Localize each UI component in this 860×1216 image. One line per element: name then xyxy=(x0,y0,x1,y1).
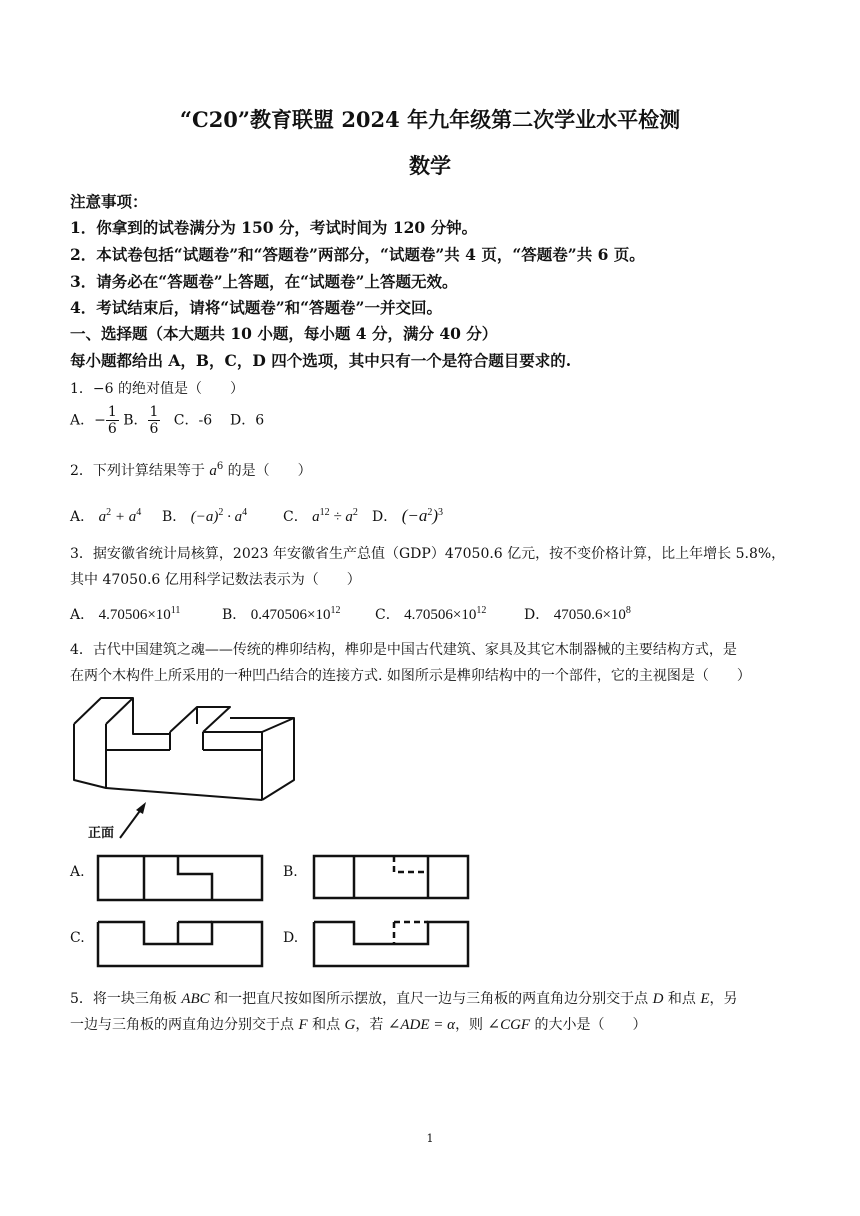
q2-stem-exp: 6 xyxy=(216,461,224,472)
q3-option-a xyxy=(70,604,180,624)
q5-line-1: 5．将一块三角板 ABC 和一把直尺按如图所示摆放，直尺一边与三角板的两直角边分别交于点 D 和点 E，另 xyxy=(70,991,738,1007)
q2-stem xyxy=(70,460,312,480)
q3-option-d xyxy=(524,604,631,624)
q4-option-d-label: D. xyxy=(283,930,299,946)
subject-title: 数学 xyxy=(409,153,451,178)
q3-option-c xyxy=(375,604,486,624)
q5-angle-ade: ∠ADE = α xyxy=(387,1017,456,1033)
q5-line-2: 一边与三角板的两直角边分别交于点 F 和点 G，若 ∠ADE = α，则 ∠CGF 的大小是（ ） xyxy=(70,1017,647,1033)
q1-option-a-label: A．− xyxy=(70,412,106,429)
q1-b-numerator: 1 xyxy=(149,404,159,420)
q1-option-a-fraction xyxy=(106,404,119,437)
q1-options xyxy=(70,404,264,437)
q2-option-a xyxy=(70,506,141,526)
q4-option-a-label: A. xyxy=(70,864,85,880)
front-arrow-line xyxy=(120,808,142,838)
q2-option-d xyxy=(372,506,443,526)
q2-option-d-label: D． xyxy=(372,509,398,525)
q4-option-c-label: C. xyxy=(70,930,85,946)
q4-option-d-figure xyxy=(312,918,472,970)
q2-option-c-label: C． xyxy=(283,509,308,525)
front-arrow-head-icon xyxy=(136,802,146,814)
section-heading: 一、选择题（本大题共 10 小题，每小题 4 分，满分 40 分） xyxy=(70,324,498,343)
notice-item-2: 2．本试卷包括“试题卷”和“答题卷”两部分，“试题卷”共 4 页，“答题卷”共 6 页。 xyxy=(70,245,645,264)
q2-option-a-expr: $a^2 + a^4$ xyxy=(98,507,142,525)
q5-triangle-abc: ABC xyxy=(181,991,210,1007)
q3-line-2: 其中 47050.6 亿用科学记数法表示为（ ） xyxy=(70,572,361,588)
q3-option-b xyxy=(222,604,340,624)
q3-option-d-value: $47050.6\times 10^8$ xyxy=(553,605,631,623)
q3-option-c-value: $4.70506\times 10^{12}$ xyxy=(404,605,487,623)
q1-option-b-label: B． xyxy=(123,412,148,429)
q4-option-c-figure xyxy=(96,918,266,970)
q3-option-d-label: D． xyxy=(524,607,550,623)
q3-option-b-value: $0.470506\times 10^{12}$ xyxy=(250,605,341,623)
q1-option-b-fraction xyxy=(148,404,161,437)
q2-option-b-expr: $(-a)^2 \cdot a^4$ xyxy=(190,507,248,525)
q1-stem: 1．−6 的绝对值是（ ） xyxy=(70,381,244,397)
section-instruction: 每小题都给出 A，B，C，D 四个选项，其中只有一个是符合题目要求的. xyxy=(70,351,572,370)
q4-line-1: 4．古代中国建筑之魂——传统的榫卯结构，榫卯是中国古代建筑、家具及其它木制器械的主要结构方式，是 xyxy=(70,642,737,658)
q5-angle-cgf: ∠CGF xyxy=(487,1017,531,1033)
q5-point-g: G xyxy=(344,1017,356,1033)
q4-line-2: 在两个木构件上所采用的一种凹凸结合的连接方式. 如图所示是榫卯结构中的一个部件，它的主视图是（ ） xyxy=(70,668,751,684)
q4-option-a-figure xyxy=(96,854,266,904)
q2-stem-post: 的是（ ） xyxy=(223,463,312,479)
exam-title: “C20”教育联盟 2024 年九年级第二次学业水平检测 xyxy=(179,107,681,132)
q2-option-b xyxy=(162,506,247,526)
q5-point-e: E xyxy=(700,991,710,1007)
q2-option-c xyxy=(283,506,358,526)
q2-option-d-expr: $(-a^2)^3$ xyxy=(401,506,443,525)
q3-line-1: 3．据安徽省统计局核算，2023 年安徽省生产总值（GDP）47050.6 亿元，按不变价格计算，比上年增长 5.8%， xyxy=(70,546,786,562)
q3-option-a-value: $4.70506\times 10^{11}$ xyxy=(98,605,181,623)
q2-stem-var: a xyxy=(209,463,217,479)
q4-option-b-figure xyxy=(312,854,472,904)
q3-option-c-label: C． xyxy=(375,607,400,623)
notice-item-1: 1．你拿到的试卷满分为 150 分，考试时间为 120 分钟。 xyxy=(70,218,478,237)
notice-heading: 注意事项： xyxy=(70,192,148,211)
mortise-tenon-3d-figure xyxy=(66,690,306,840)
notice-item-4: 4．考试结束后，请将“试题卷”和“答题卷”一并交回。 xyxy=(70,298,442,317)
page-number: 1 xyxy=(426,1132,434,1145)
q1-a-numerator: 1 xyxy=(107,404,117,420)
q2-option-b-label: B． xyxy=(162,509,187,525)
q2-stem-pre: 2．下列计算结果等于 xyxy=(70,463,210,479)
q2-option-c-expr: $a^{12} \div a^2$ xyxy=(312,507,358,525)
q2-option-a-label: A． xyxy=(70,509,95,525)
q5-point-f: F xyxy=(298,1017,308,1033)
q4-option-b-label: B. xyxy=(283,864,298,880)
q3-option-b-label: B． xyxy=(222,607,247,623)
notice-item-3: 3．请务必在“答题卷”上答题，在“试题卷”上答题无效。 xyxy=(70,272,458,291)
q1-a-denominator: 6 xyxy=(107,421,117,437)
front-view-label: 正面 xyxy=(88,826,115,841)
q5-point-d: D xyxy=(652,991,664,1007)
q3-option-a-label: A． xyxy=(70,607,95,623)
q1-option-c: C．-6 xyxy=(173,412,213,429)
q1-option-d: D．6 xyxy=(229,412,265,429)
q1-b-denominator: 6 xyxy=(149,421,159,437)
